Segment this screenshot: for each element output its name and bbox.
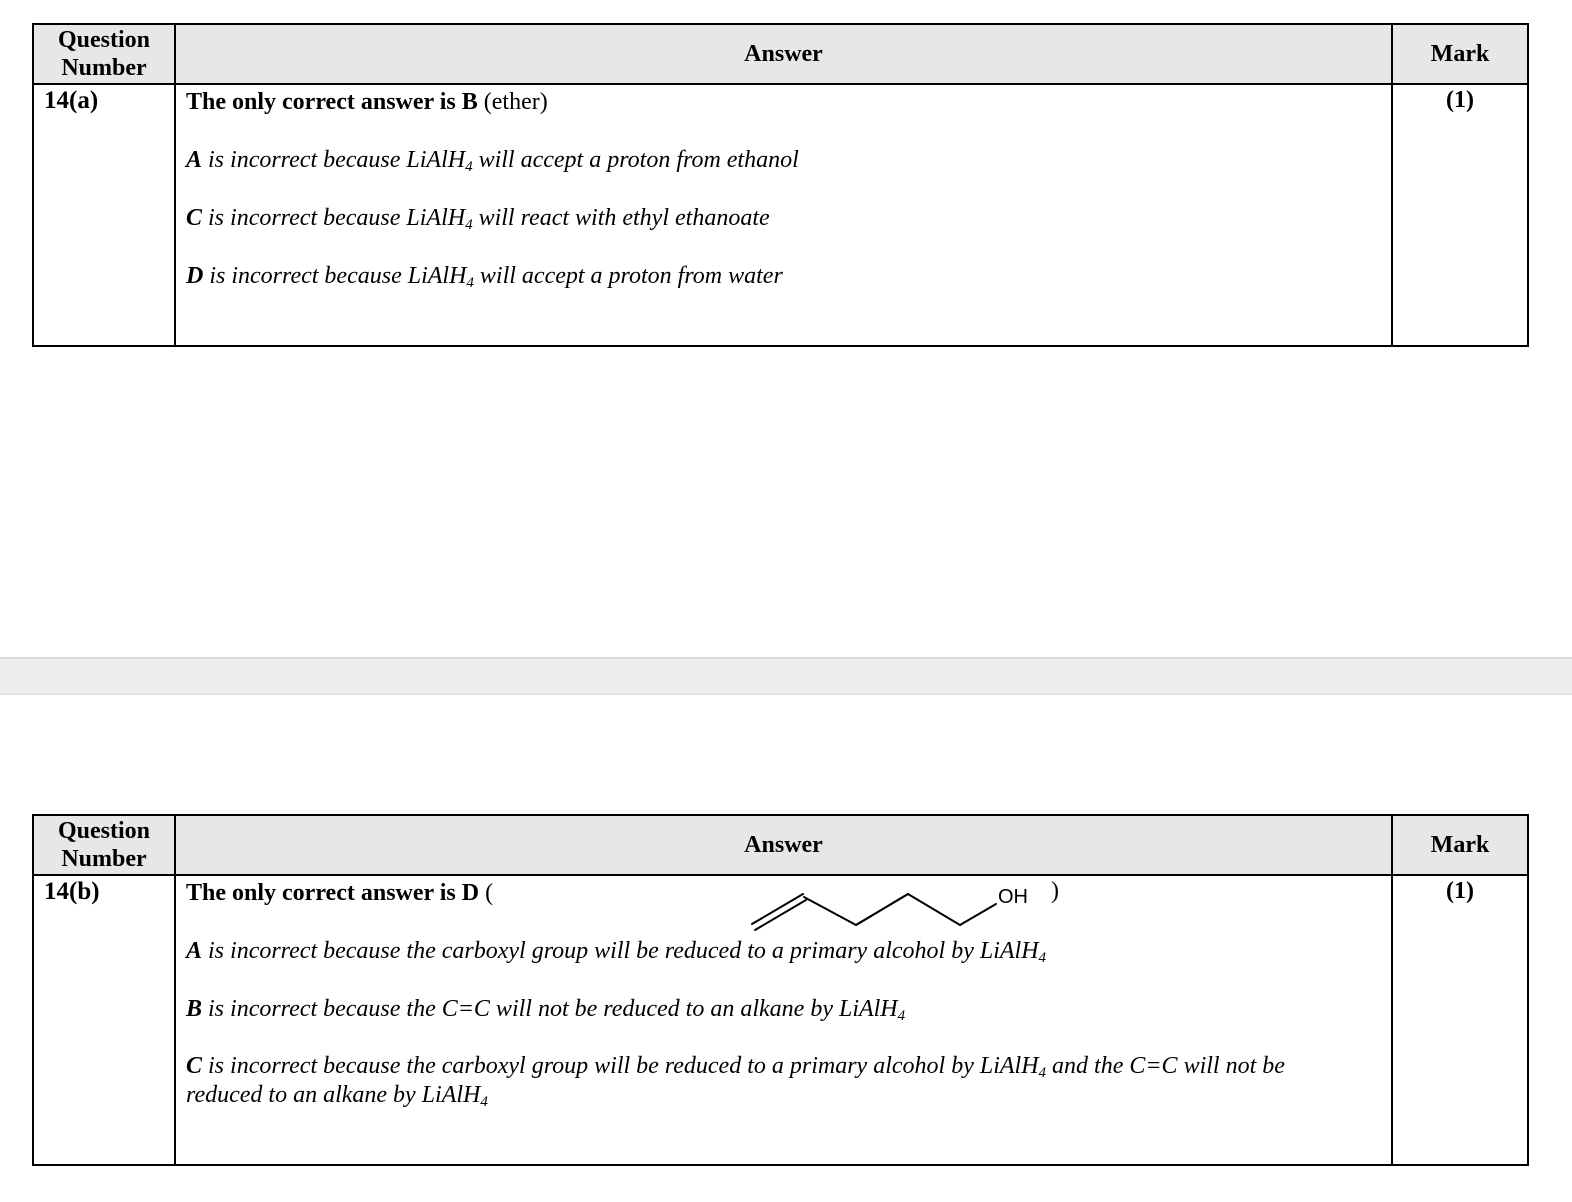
header-question-number	[33, 815, 175, 875]
page-divider	[0, 657, 1572, 695]
explanation-c: C is incorrect because the carboxyl group will be reduced to a primary alcohol by LiAlH$_4$ and the C=C will not be reduced to an alkane by LiAlH$_4$	[186, 1053, 1285, 1110]
mark-scheme-table-14a	[32, 23, 1529, 347]
question-number-14b: 14(b)	[33, 875, 175, 1165]
close-paren: )	[1051, 878, 1059, 904]
carbon-chain	[748, 876, 1028, 936]
hydroxyl-label: OH	[998, 886, 1028, 908]
mark-14b: (1)	[1392, 875, 1528, 1165]
header-answer: Answer	[175, 815, 1392, 875]
answer-row-14b	[33, 875, 1528, 1165]
header-question-number	[33, 24, 175, 84]
mark-14a: (1)	[1392, 84, 1528, 346]
header-mark: Mark	[1392, 24, 1528, 84]
explanation-a: A is incorrect because LiAlH$_4$ will accept a proton from ethanol	[186, 147, 799, 175]
answer-cell-14b	[175, 875, 1392, 1165]
correct-answer-bold: The only correct answer is B	[186, 89, 478, 115]
correct-answer-detail: (ether)	[483, 89, 548, 115]
header-mark: Mark	[1392, 815, 1528, 875]
header-answer: Answer	[175, 24, 1392, 84]
answer-row-14a	[33, 84, 1528, 346]
open-paren: (	[485, 880, 494, 906]
correct-answer-bold: The only correct answer is D	[186, 880, 480, 906]
answer-cell-14a	[175, 84, 1392, 346]
mark-scheme-table-14b	[32, 814, 1529, 1166]
header-question-line2: Number	[61, 55, 147, 81]
correct-answer-line	[186, 87, 1381, 117]
explanation-c: C is incorrect because LiAlH$_4$ will react with ethyl ethanoate	[186, 205, 770, 233]
header-question-line1: Question	[57, 27, 150, 53]
header-row	[33, 24, 1528, 84]
explanation-a: A is incorrect because the carboxyl group will be reduced to a primary alcohol by LiAlH$_4$	[186, 938, 1047, 966]
header-row	[33, 815, 1528, 875]
explanation-b: B is incorrect because the C=C will not be reduced to an alkane by LiAlH$_4$	[186, 996, 906, 1024]
header-question-line1: Question	[57, 818, 150, 844]
explanation-d: D is incorrect because LiAlH$_4$ will accept a proton from water	[186, 263, 783, 291]
header-question-line2: Number	[61, 846, 147, 872]
question-number-14a: 14(a)	[33, 84, 175, 346]
